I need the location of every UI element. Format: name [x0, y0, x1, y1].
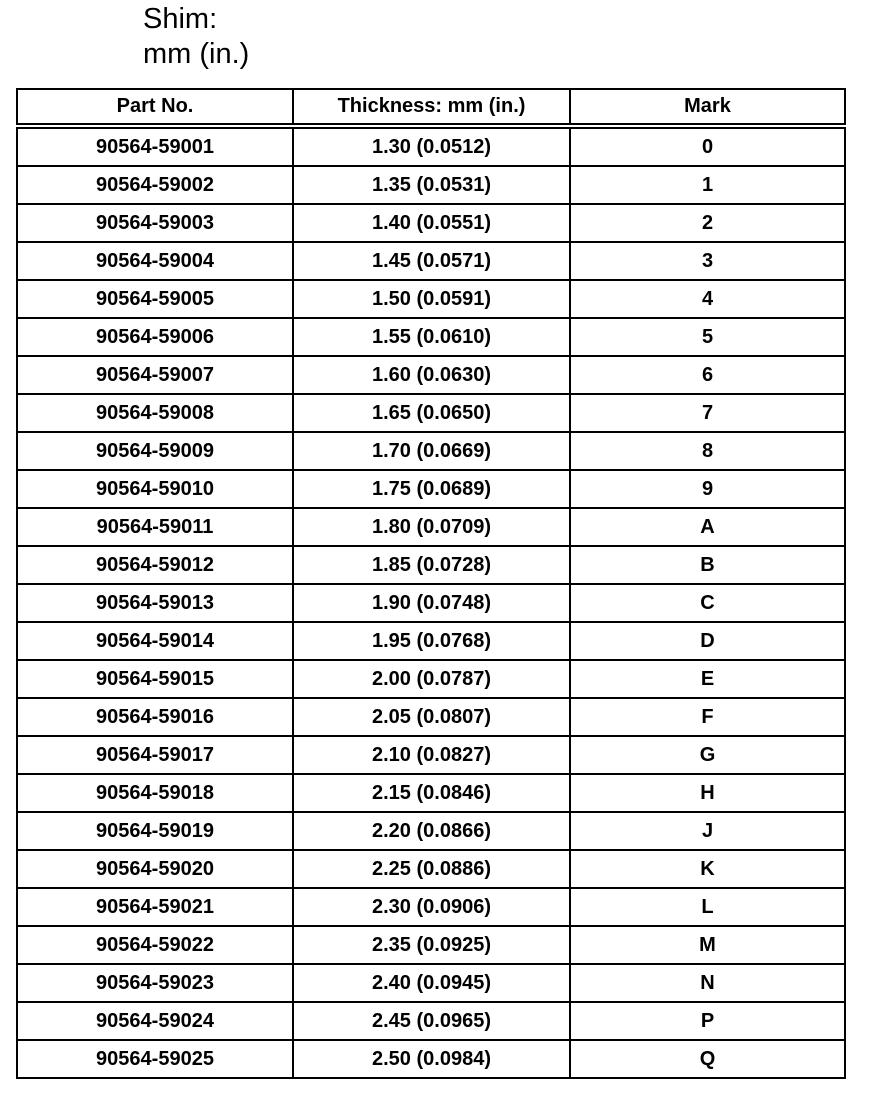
part-no-cell: 90564-59020	[17, 850, 293, 888]
part-no-cell: 90564-59011	[17, 508, 293, 546]
table-row	[17, 926, 845, 964]
table-row	[17, 584, 845, 622]
part-no-cell: 90564-59022	[17, 926, 293, 964]
thickness-cell: 2.35 (0.0925)	[293, 926, 570, 964]
thickness-cell: 1.75 (0.0689)	[293, 470, 570, 508]
header-row	[17, 89, 845, 126]
thickness-cell: 2.45 (0.0965)	[293, 1002, 570, 1040]
thickness-cell: 1.70 (0.0669)	[293, 432, 570, 470]
table-row	[17, 736, 845, 774]
part-no-cell: 90564-59012	[17, 546, 293, 584]
part-no-cell: 90564-59013	[17, 584, 293, 622]
part-no-cell: 90564-59007	[17, 356, 293, 394]
thickness-cell: 2.10 (0.0827)	[293, 736, 570, 774]
part-no-cell: 90564-59005	[17, 280, 293, 318]
mark-cell: 3	[570, 242, 845, 280]
part-no-cell: 90564-59025	[17, 1040, 293, 1078]
part-no-cell: 90564-59002	[17, 166, 293, 204]
mark-cell: 6	[570, 356, 845, 394]
mark-cell: G	[570, 736, 845, 774]
title-line-shim: Shim:	[143, 3, 218, 35]
mark-cell: 7	[570, 394, 845, 432]
table-row	[17, 698, 845, 736]
thickness-cell: 1.45 (0.0571)	[293, 242, 570, 280]
mark-cell: F	[570, 698, 845, 736]
mark-cell: B	[570, 546, 845, 584]
table-row	[17, 280, 845, 318]
thickness-cell: 2.40 (0.0945)	[293, 964, 570, 1002]
table-row	[17, 242, 845, 280]
table-row	[17, 812, 845, 850]
table-row	[17, 850, 845, 888]
thickness-cell: 2.20 (0.0866)	[293, 812, 570, 850]
table-row	[17, 660, 845, 698]
table-header	[17, 89, 845, 126]
thickness-cell: 1.60 (0.0630)	[293, 356, 570, 394]
thickness-cell: 2.00 (0.0787)	[293, 660, 570, 698]
thickness-cell: 1.95 (0.0768)	[293, 622, 570, 660]
mark-cell: 9	[570, 470, 845, 508]
mark-cell: 0	[570, 126, 845, 166]
mark-cell: N	[570, 964, 845, 1002]
thickness-cell: 1.90 (0.0748)	[293, 584, 570, 622]
mark-cell: Q	[570, 1040, 845, 1078]
table-row	[17, 508, 845, 546]
part-no-cell: 90564-59017	[17, 736, 293, 774]
column-header-thickness: Thickness: mm (in.)	[293, 89, 570, 126]
table-row	[17, 1002, 845, 1040]
mark-cell: J	[570, 812, 845, 850]
mark-cell: A	[570, 508, 845, 546]
thickness-cell: 2.50 (0.0984)	[293, 1040, 570, 1078]
mark-cell: 2	[570, 204, 845, 242]
thickness-cell: 1.65 (0.0650)	[293, 394, 570, 432]
table-row	[17, 888, 845, 926]
table-body	[17, 126, 845, 1078]
mark-cell: D	[570, 622, 845, 660]
thickness-cell: 1.55 (0.0610)	[293, 318, 570, 356]
column-header-part-no: Part No.	[17, 89, 293, 126]
mark-cell: E	[570, 660, 845, 698]
table-row	[17, 546, 845, 584]
mark-cell: 5	[570, 318, 845, 356]
table-row	[17, 356, 845, 394]
thickness-cell: 1.40 (0.0551)	[293, 204, 570, 242]
part-no-cell: 90564-59006	[17, 318, 293, 356]
table-row	[17, 166, 845, 204]
mark-cell: K	[570, 850, 845, 888]
table-row	[17, 470, 845, 508]
part-no-cell: 90564-59015	[17, 660, 293, 698]
part-no-cell: 90564-59016	[17, 698, 293, 736]
column-header-mark: Mark	[570, 89, 845, 126]
thickness-cell: 2.15 (0.0846)	[293, 774, 570, 812]
part-no-cell: 90564-59021	[17, 888, 293, 926]
part-no-cell: 90564-59023	[17, 964, 293, 1002]
part-no-cell: 90564-59003	[17, 204, 293, 242]
part-no-cell: 90564-59019	[17, 812, 293, 850]
thickness-cell: 2.05 (0.0807)	[293, 698, 570, 736]
thickness-cell: 2.25 (0.0886)	[293, 850, 570, 888]
part-no-cell: 90564-59010	[17, 470, 293, 508]
table-row	[17, 622, 845, 660]
table-row	[17, 318, 845, 356]
table-row	[17, 204, 845, 242]
thickness-cell: 1.30 (0.0512)	[293, 126, 570, 166]
thickness-cell: 1.85 (0.0728)	[293, 546, 570, 584]
shim-table	[16, 88, 846, 1079]
part-no-cell: 90564-59018	[17, 774, 293, 812]
mark-cell: 4	[570, 280, 845, 318]
mark-cell: H	[570, 774, 845, 812]
table-row	[17, 432, 845, 470]
table-row	[17, 126, 845, 166]
mark-cell: M	[570, 926, 845, 964]
table-row	[17, 964, 845, 1002]
page-title	[143, 2, 249, 72]
table-row	[17, 774, 845, 812]
title-line-units: mm (in.)	[143, 38, 250, 70]
part-no-cell: 90564-59001	[17, 126, 293, 166]
thickness-cell: 2.30 (0.0906)	[293, 888, 570, 926]
thickness-cell: 1.80 (0.0709)	[293, 508, 570, 546]
thickness-cell: 1.50 (0.0591)	[293, 280, 570, 318]
thickness-cell: 1.35 (0.0531)	[293, 166, 570, 204]
mark-cell: 1	[570, 166, 845, 204]
mark-cell: C	[570, 584, 845, 622]
table-row	[17, 1040, 845, 1078]
part-no-cell: 90564-59014	[17, 622, 293, 660]
part-no-cell: 90564-59024	[17, 1002, 293, 1040]
part-no-cell: 90564-59008	[17, 394, 293, 432]
mark-cell: 8	[570, 432, 845, 470]
mark-cell: P	[570, 1002, 845, 1040]
mark-cell: L	[570, 888, 845, 926]
table-row	[17, 394, 845, 432]
part-no-cell: 90564-59004	[17, 242, 293, 280]
part-no-cell: 90564-59009	[17, 432, 293, 470]
